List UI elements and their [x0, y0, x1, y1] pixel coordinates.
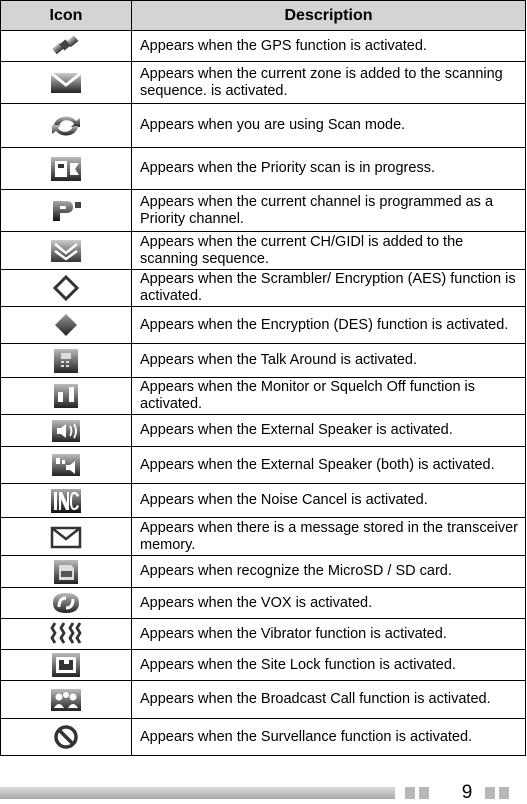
table-header-row [1, 1, 526, 31]
row-description: Appears when the External Speaker (both) is activated. [132, 447, 526, 484]
footer-bar [0, 787, 395, 799]
table-row [1, 447, 526, 484]
table-row [1, 681, 526, 719]
row-description: Appears when the Priority scan is in progress. [132, 148, 526, 190]
row-description: Appears when the current CH/GIDl is added to the scanning sequence. [132, 232, 526, 270]
table-row [1, 556, 526, 588]
table-row [1, 104, 526, 148]
row-description: Appears when the current zone is added to the scanning sequence. is activated. [132, 62, 526, 104]
vibrator-icon [49, 620, 83, 648]
encryption-des-icon [49, 311, 83, 339]
table-row [1, 719, 526, 756]
table-row [1, 650, 526, 681]
broadcast-call-icon [49, 686, 83, 714]
table-row [1, 307, 526, 344]
table-row [1, 190, 526, 232]
monitor-icon [49, 382, 83, 410]
footer-square [419, 787, 429, 799]
table-row [1, 588, 526, 619]
row-description: Appears when the VOX is activated. [132, 588, 526, 619]
scrambler-icon [49, 274, 83, 302]
row-description: Appears when the Scrambler/ Encryption (AES) function is activated. [132, 270, 526, 307]
row-description: Appears when the Encryption (DES) function is activated. [132, 307, 526, 344]
row-description: Appears when the Survellance function is activated. [132, 719, 526, 756]
row-description: Appears when there is a message stored in the transceiver memory. [132, 518, 526, 556]
priority-channel-icon [49, 197, 83, 225]
table-row [1, 62, 526, 104]
row-description: Appears when the Monitor or Squelch Off function is activated. [132, 378, 526, 415]
row-description: Appears when the current channel is programmed as a Priority channel. [132, 190, 526, 232]
row-description: Appears when the Noise Cancel is activated. [132, 484, 526, 518]
scan-add-icon [49, 237, 83, 265]
external-speaker-icon [49, 417, 83, 445]
description-column-header: Description [132, 1, 526, 31]
table-row [1, 148, 526, 190]
table-row [1, 484, 526, 518]
table-row [1, 344, 526, 378]
footer-square [405, 787, 415, 799]
footer-square [499, 787, 509, 799]
table-row [1, 378, 526, 415]
external-speaker-both-icon [49, 451, 83, 479]
noise-cancel-icon [49, 487, 83, 515]
surveillance-icon [49, 723, 83, 751]
row-description: Appears when the External Speaker is activated. [132, 415, 526, 447]
row-description: Appears when recognize the MicroSD / SD card. [132, 556, 526, 588]
footer-square [485, 787, 495, 799]
site-lock-icon [49, 651, 83, 679]
row-description: Appears when the Broadcast Call function is activated. [132, 681, 526, 719]
row-description: Appears when the Site Lock function is activated. [132, 650, 526, 681]
row-description: Appears when the GPS function is activated. [132, 31, 526, 62]
table-row [1, 518, 526, 556]
page-number: 9 [461, 782, 473, 803]
table-row [1, 232, 526, 270]
table-row [1, 415, 526, 447]
zone-scan-icon [49, 69, 83, 97]
priority-scan-icon [49, 155, 83, 183]
row-description: Appears when the Vibrator function is activated. [132, 619, 526, 650]
talk-around-icon [49, 347, 83, 375]
table-row [1, 619, 526, 650]
icon-column-header: Icon [1, 1, 132, 31]
sd-card-icon [49, 558, 83, 586]
table-row [1, 31, 526, 62]
message-icon [49, 523, 83, 551]
vox-icon [49, 589, 83, 617]
scan-icon [49, 112, 83, 140]
row-description: Appears when you are using Scan mode. [132, 104, 526, 148]
gps-icon [49, 32, 83, 60]
table-row [1, 270, 526, 307]
row-description: Appears when the Talk Around is activated. [132, 344, 526, 378]
